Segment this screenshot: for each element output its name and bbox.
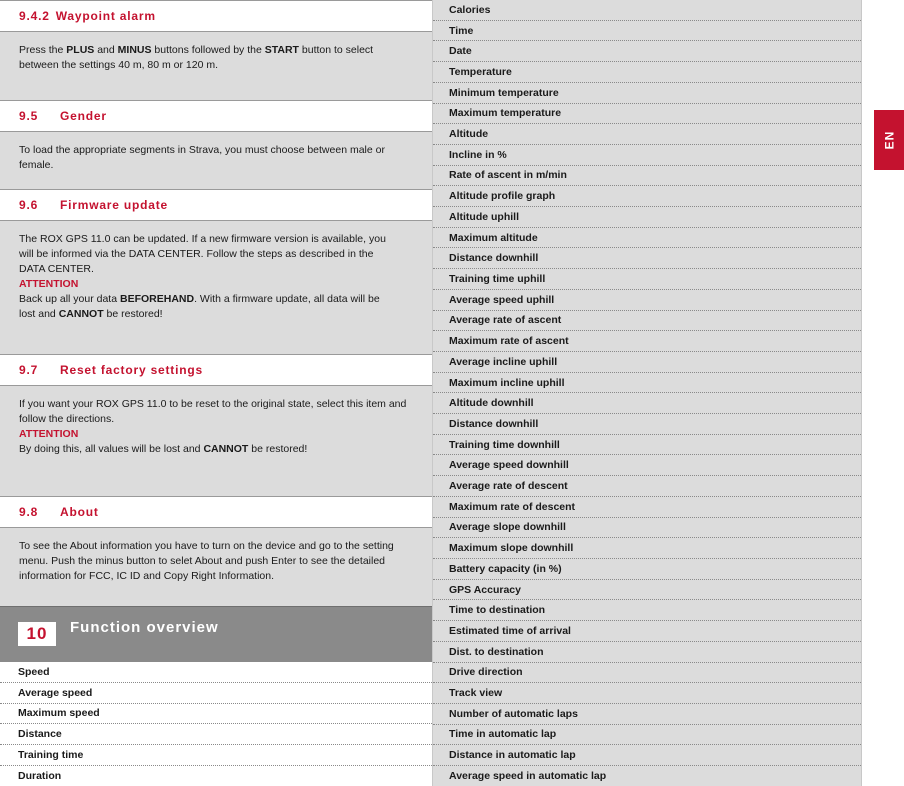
waypoint-alarm-text: Press the PLUS and MINUS buttons followed by the START button to select between the settings 40 m, 80 m or 120 m. (19, 44, 374, 71)
function-list-item: Battery capacity (in %) (433, 559, 861, 580)
function-list-item: Maximum temperature (433, 104, 861, 125)
reset-warning: By doing this, all values will be lost and CANNOT be restored! (19, 443, 308, 455)
firmware-warning: Back up all your data BEFOREHAND. With a firmware update, all data will be lost and CANNOT be restored! (19, 293, 380, 320)
function-list-item: Altitude profile graph (433, 186, 861, 207)
section-header-firmware-update (0, 189, 432, 221)
section-header-about (0, 496, 432, 528)
chapter-title: Function overview (70, 619, 219, 636)
function-list-item: Altitude downhill (433, 393, 861, 414)
section-header-reset-factory-settings (0, 354, 432, 386)
function-list-item: Maximum slope downhill (433, 538, 861, 559)
function-list-item: Average speed downhill (433, 455, 861, 476)
language-tab-label: EN (881, 130, 896, 150)
section-header-waypoint-alarm (0, 0, 432, 32)
function-list-item: Distance (0, 724, 432, 745)
function-list-item: Training time downhill (433, 435, 861, 456)
function-list-item: Date (433, 41, 861, 62)
function-list-item: Time to destination (433, 600, 861, 621)
section-body-waypoint-alarm (0, 32, 432, 100)
function-list-item: Training time uphill (433, 269, 861, 290)
function-list-item: Time (433, 21, 861, 42)
function-list-item: Altitude uphill (433, 207, 861, 228)
right-column (432, 0, 862, 786)
reset-text: If you want your ROX GPS 11.0 to be reset to the original state, select this item and follow the directions. (19, 398, 407, 425)
section-body-about (0, 528, 432, 606)
function-list-item: Distance downhill (433, 414, 861, 435)
function-list-item: Maximum altitude (433, 228, 861, 249)
function-list-item: Maximum incline uphill (433, 373, 861, 394)
function-list-item: Rate of ascent in m/min (433, 166, 861, 187)
function-list-item: GPS Accuracy (433, 580, 861, 601)
attention-label: ATTENTION (19, 428, 79, 440)
gender-text: To load the appropriate segments in Strava, you must choose between male or female. (19, 144, 385, 171)
function-list-item: Average incline uphill (433, 352, 861, 373)
function-list-item: Training time (0, 745, 432, 766)
function-list-item: Maximum rate of ascent (433, 331, 861, 352)
attention-label: ATTENTION (19, 278, 79, 290)
function-list-item: Number of automatic laps (433, 704, 861, 725)
function-list-left (0, 662, 432, 786)
function-list-item: Track view (433, 683, 861, 704)
firmware-text: The ROX GPS 11.0 can be updated. If a new firmware version is available, you will be informed via the DATA CENTER. Follow the steps as described in the DATA CENTER. (19, 233, 386, 275)
section-number: 9.6 (19, 198, 39, 212)
chapter-header-function-overview (0, 606, 432, 662)
section-number: 9.4.2 (19, 9, 50, 23)
function-list-item: Average speed in automatic lap (433, 766, 861, 786)
section-title: Firmware update (60, 198, 169, 212)
section-number: 9.7 (19, 363, 39, 377)
function-list-item: Average slope downhill (433, 518, 861, 539)
function-list-item: Estimated time of arrival (433, 621, 861, 642)
function-list-item: Altitude (433, 124, 861, 145)
chapter-number: 10 (18, 622, 56, 646)
about-text: To see the About information you have to turn on the device and go to the setting menu. Push the minus button to selet About and push Enter to see the detailed information for FCC, IC ID and Copy Right Information. (19, 540, 394, 582)
section-body-reset-factory-settings (0, 386, 432, 496)
function-list-item: Average speed (0, 683, 432, 704)
function-list-item: Average speed uphill (433, 290, 861, 311)
function-list-item: Average rate of descent (433, 476, 861, 497)
left-column (0, 0, 432, 786)
function-list-item: Duration (0, 766, 432, 786)
function-list-item: Distance downhill (433, 248, 861, 269)
function-list-item: Speed (0, 662, 432, 683)
function-list-item: Maximum rate of descent (433, 497, 861, 518)
section-number: 9.5 (19, 109, 39, 123)
section-title: About (60, 505, 99, 519)
function-list-item: Maximum speed (0, 704, 432, 725)
function-list-item: Temperature (433, 62, 861, 83)
section-body-firmware-update (0, 221, 432, 354)
function-list-item: Incline in % (433, 145, 861, 166)
function-list-right (433, 0, 861, 786)
section-title: Waypoint alarm (55, 9, 156, 23)
section-title: Gender (60, 109, 107, 123)
function-list-item: Calories (433, 0, 861, 21)
function-list-item: Minimum temperature (433, 83, 861, 104)
section-title: Reset factory settings (60, 363, 203, 377)
function-list-item: Dist. to destination (433, 642, 861, 663)
function-list-item: Drive direction (433, 663, 861, 684)
function-list-item: Distance in automatic lap (433, 745, 861, 766)
section-number: 9.8 (19, 505, 39, 519)
section-header-gender (0, 100, 432, 132)
section-body-gender (0, 132, 432, 189)
language-tab (874, 110, 904, 170)
function-list-item: Average rate of ascent (433, 311, 861, 332)
function-list-item: Time in automatic lap (433, 725, 861, 746)
